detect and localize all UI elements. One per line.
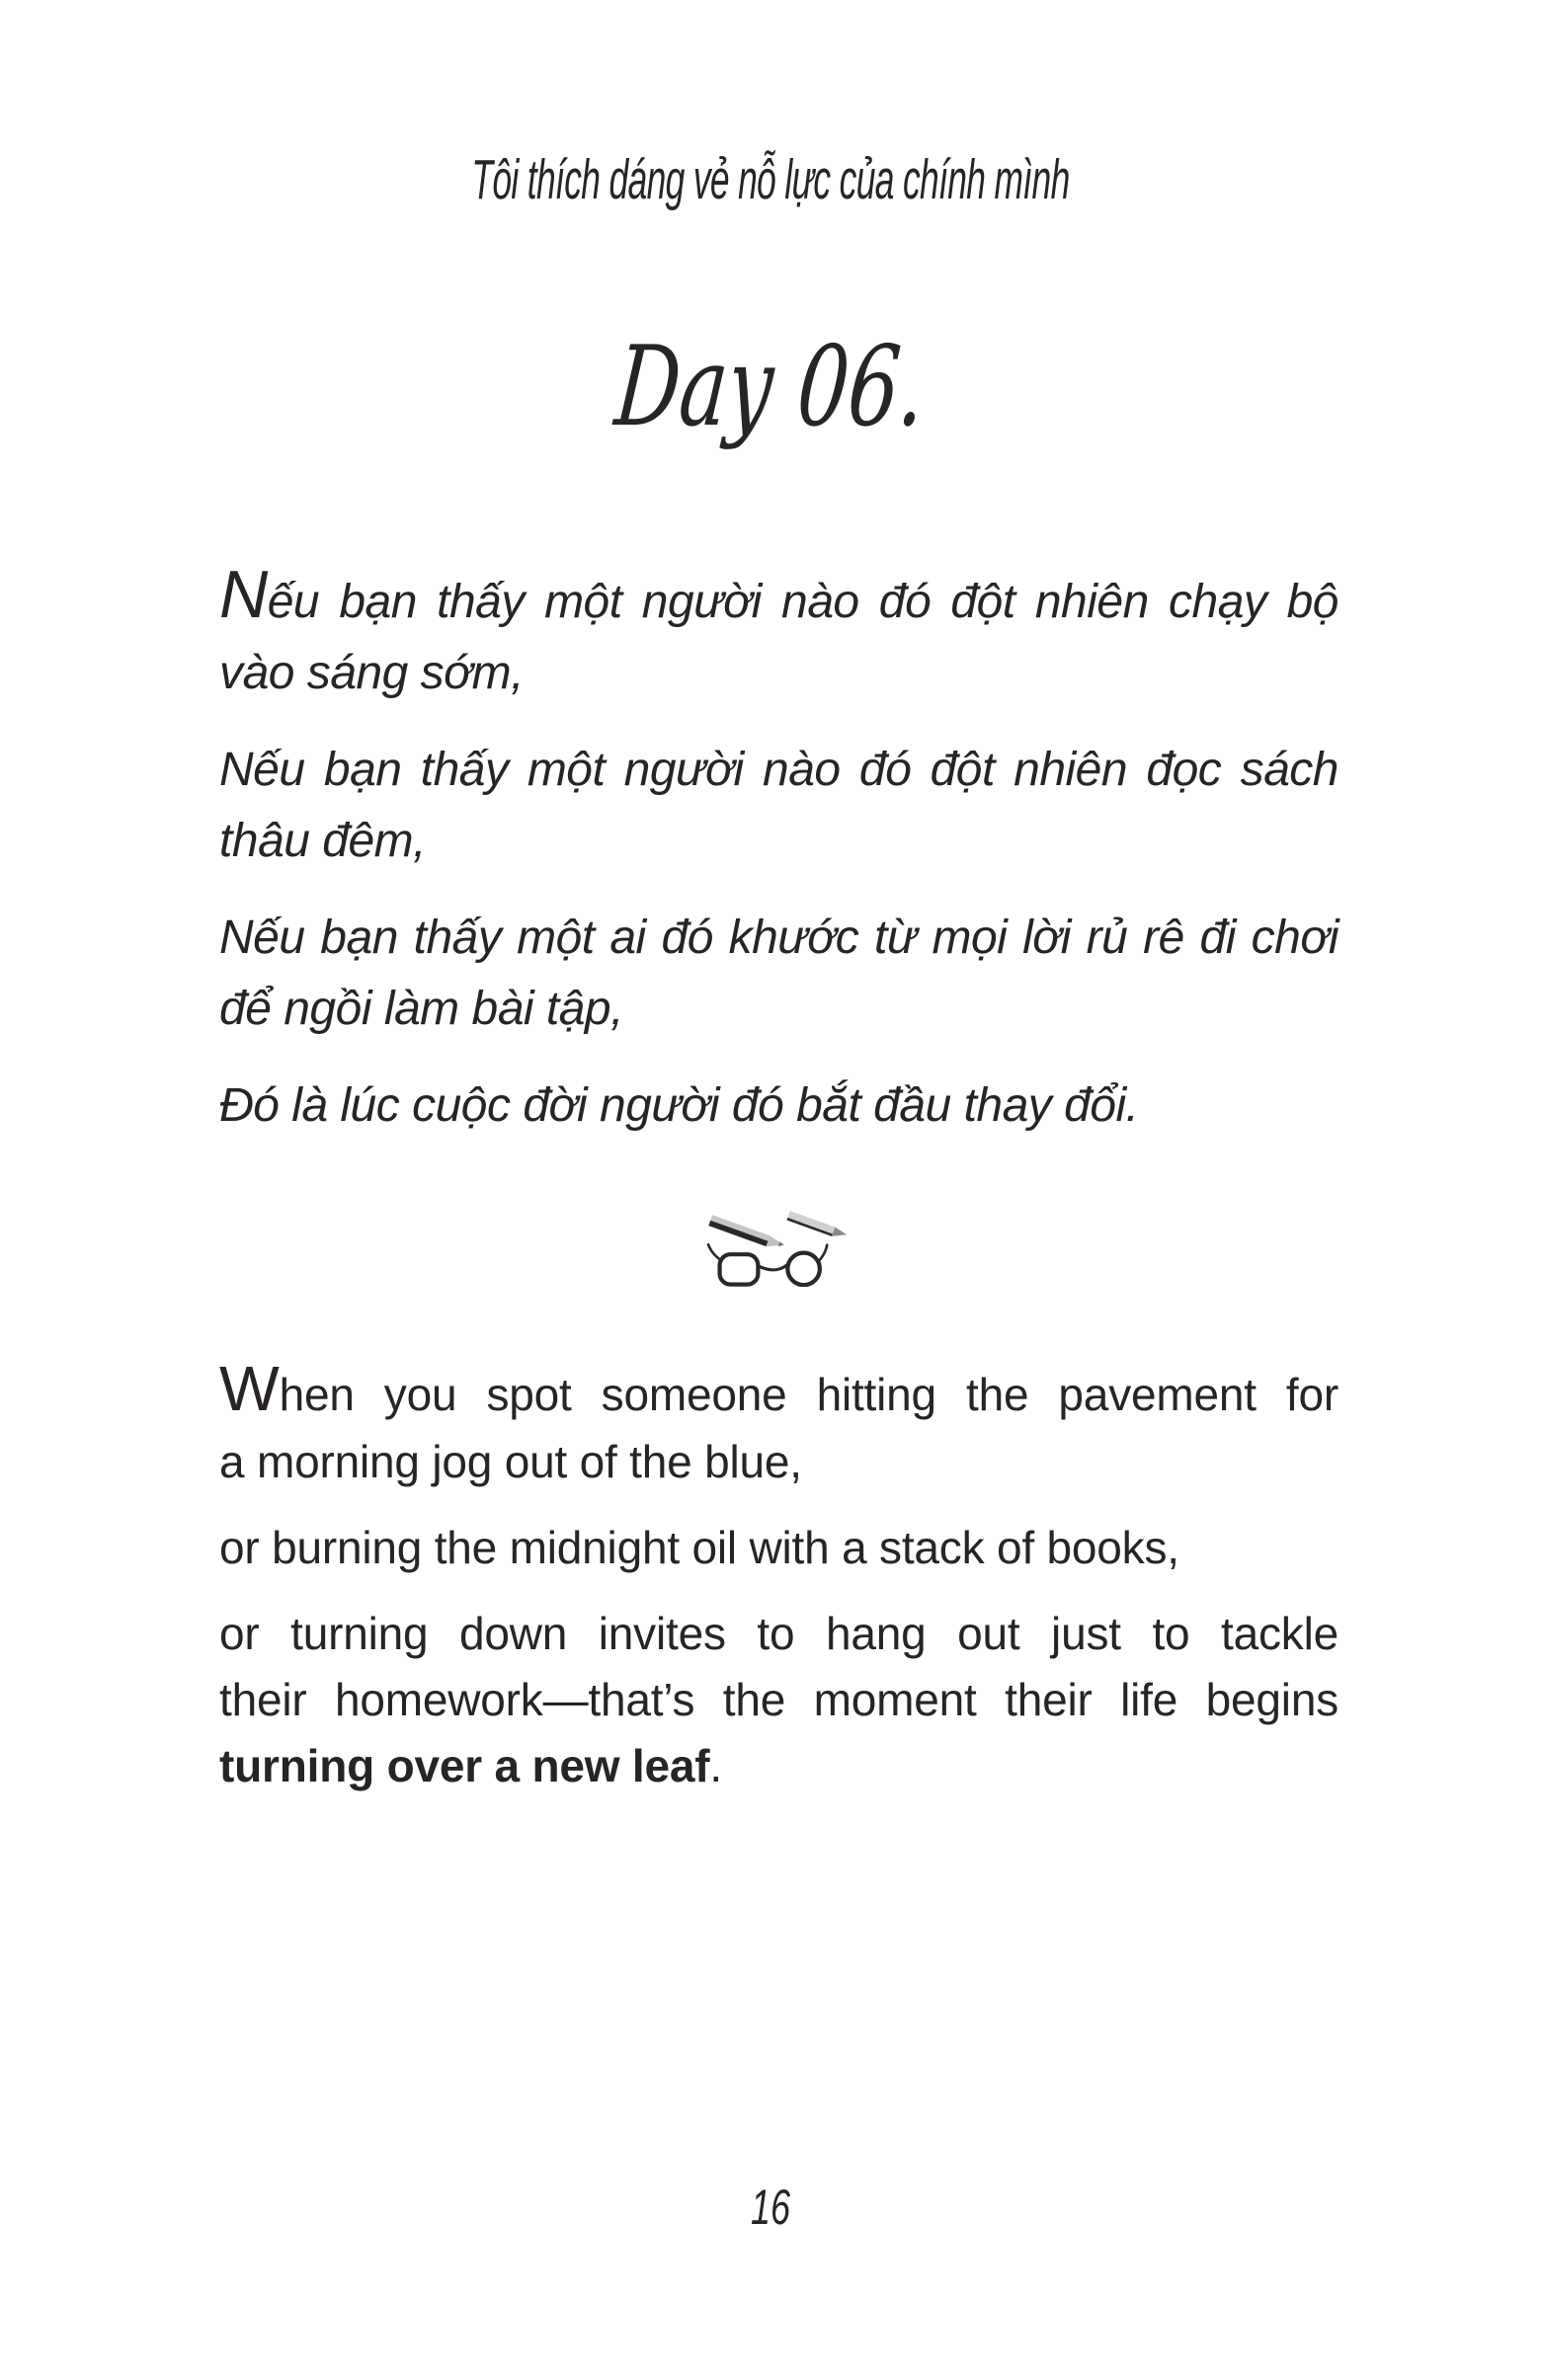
vn-p4-line1: Đó là lúc cuộc đời người đó bắt đầu thay đổi. bbox=[219, 1079, 1139, 1133]
vn-p2-line1: Nếu bạn thấy một người nào đó đột nhiên đọc sách bbox=[219, 744, 1338, 797]
en-p1-line2: a morning jog out of the blue, bbox=[219, 1435, 802, 1487]
vn-paragraph-2 bbox=[219, 735, 1338, 877]
vn-p1-line2: vào sáng sớm, bbox=[219, 647, 524, 700]
left-pencil-icon bbox=[708, 1216, 783, 1247]
vn-paragraph-4 bbox=[219, 1071, 1338, 1142]
vn-paragraph-1 bbox=[219, 557, 1338, 709]
en-p3-line2: their homework—that’s the moment their life begins bbox=[219, 1673, 1338, 1725]
en-paragraph-3 bbox=[219, 1601, 1338, 1799]
en-p2-line1: or burning the midnight oil with a stack of books, bbox=[219, 1521, 1179, 1573]
en-p3-period: . bbox=[709, 1740, 722, 1792]
running-header-text: Tôi thích dáng vẻ nỗ lực của chính mình bbox=[471, 148, 1070, 211]
right-pencil-icon bbox=[787, 1211, 848, 1236]
en-dropcap: W bbox=[219, 1353, 280, 1425]
pencils-and-glasses-icon bbox=[688, 1193, 853, 1287]
vn-p1-line1-text: ếu bạn thấy một người nào đó đột nhiên chạy bộ bbox=[267, 576, 1338, 629]
vn-p3-line2: để ngồi làm bài tập, bbox=[219, 983, 623, 1036]
en-p1-line1 bbox=[219, 1353, 1338, 1428]
en-p3-bold-phrase: turning over a new leaf bbox=[219, 1740, 710, 1792]
english-passage bbox=[219, 1353, 1338, 1799]
vn-dropcap: N bbox=[219, 557, 268, 633]
en-p1-line1-text: hen you spot someone hitting the pavement for bbox=[279, 1369, 1338, 1421]
day-heading-text: Day 06. bbox=[610, 322, 931, 451]
vn-p2-line2: thâu đêm, bbox=[219, 815, 426, 868]
vn-p1-line1 bbox=[219, 557, 1338, 638]
divider-ornament bbox=[0, 1193, 1541, 1292]
en-p3-line3 bbox=[219, 1733, 1338, 1799]
vietnamese-passage bbox=[219, 557, 1338, 1142]
page-number: 16 bbox=[750, 2180, 791, 2235]
glasses-icon bbox=[708, 1245, 827, 1286]
en-p3-line1: or turning down invites to hang out just to tackle bbox=[219, 1607, 1338, 1659]
en-paragraph-1 bbox=[219, 1353, 1338, 1494]
running-header bbox=[292, 148, 1248, 213]
en-paragraph-2 bbox=[219, 1515, 1338, 1581]
vn-paragraph-3 bbox=[219, 903, 1338, 1045]
day-heading bbox=[210, 324, 1332, 451]
vn-p3-line1: Nếu bạn thấy một ai đó khước từ mọi lời rủ rê đi chơi bbox=[219, 912, 1338, 965]
